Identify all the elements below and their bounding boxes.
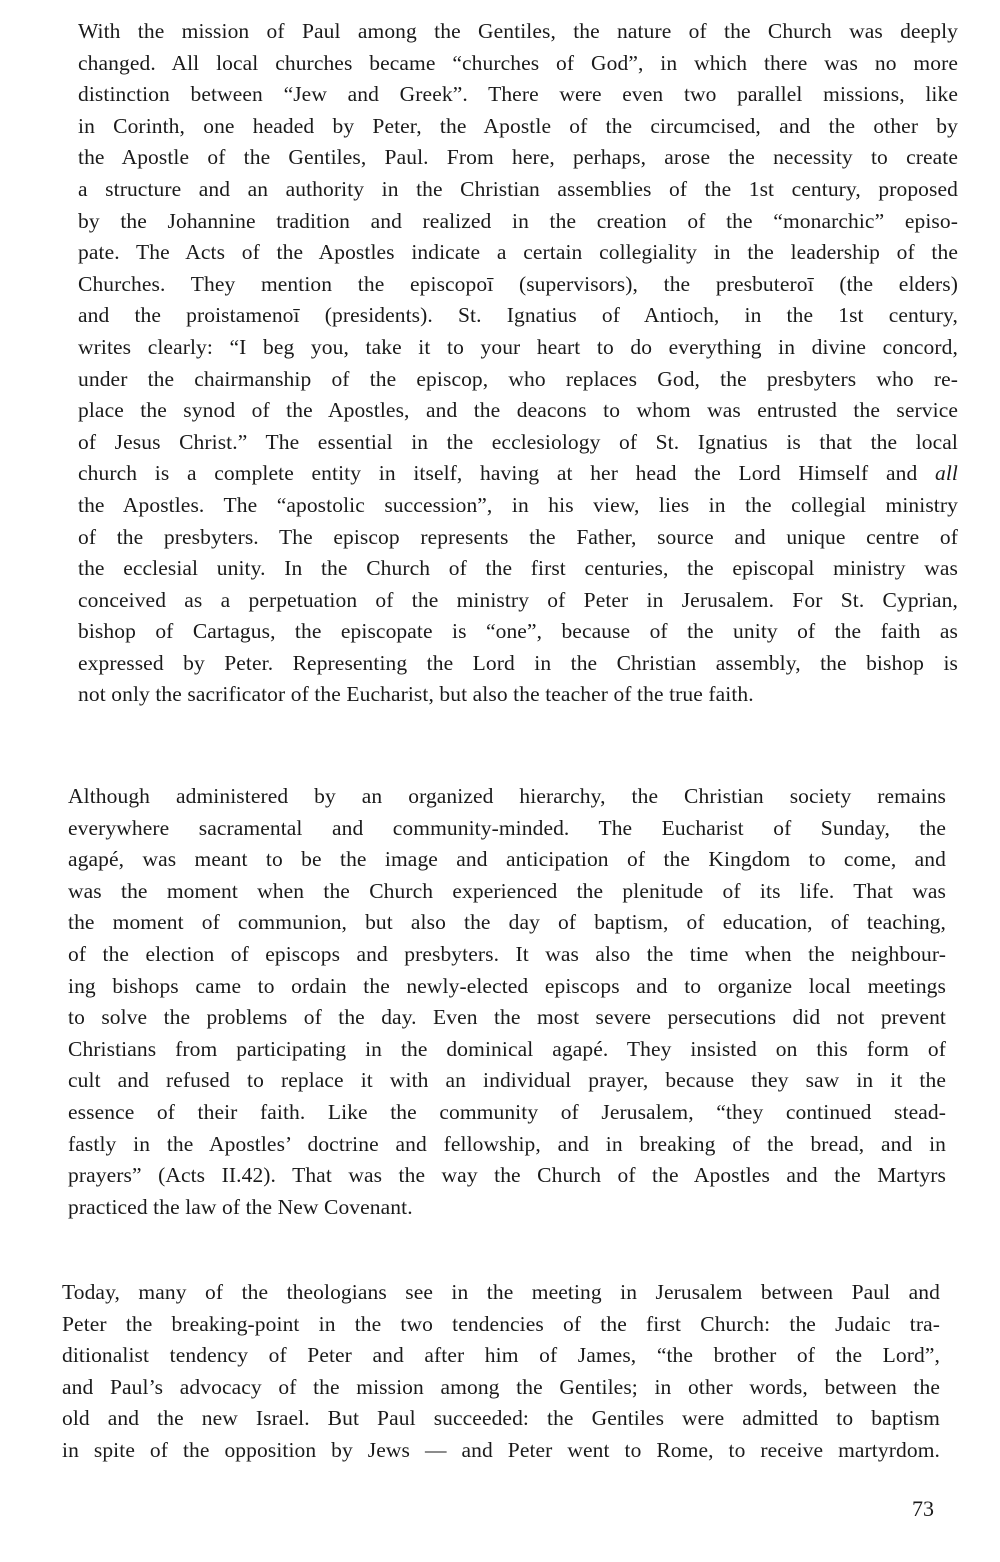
text-line: Peter the breaking-point in the two tendencies of the first Church: the Judaic tra- — [62, 1311, 940, 1336]
text-line: prayers” (Acts II.42). That was the way the Church of the Apostles and the Martyrs — [68, 1163, 946, 1188]
text-line: Christians from participating in the dominical agapé. They insisted on this form of — [68, 1036, 946, 1061]
text-line: the Apostle of the Gentiles, Paul. From here, perhaps, arose the necessity to create — [78, 145, 958, 170]
text-line: in spite of the opposition by Jews — and Peter went to Rome, to receive martyrdom. — [62, 1437, 940, 1462]
text-line: Churches. They mention the episcopoī (supervisors), the presbuteroī (the elders) — [78, 271, 958, 296]
text-line: Although administered by an organized hierarchy, the Christian society remains — [68, 784, 946, 808]
text-line: agapé, was meant to be the image and anticipation of the Kingdom to come, and — [68, 847, 946, 872]
text-line: pate. The Acts of the Apostles indicate a certain collegiality in the leadership of the — [78, 240, 958, 265]
text-line: the moment of communion, but also the day of baptism, of education, of teaching, — [68, 910, 946, 935]
text-line: distinction between “Jew and Greek”. There were even two parallel missions, like — [78, 82, 958, 107]
text-line: bishop of Cartagus, the episcopate is “one”, because of the unity of the faith as — [78, 619, 958, 644]
text-line: ditionalist tendency of Peter and after him of James, “the brother of the Lord”, — [62, 1343, 940, 1368]
paragraph-1 — [78, 16, 958, 711]
text-line: not only the sacrificator of the Eucharist, but also the teacher of the true faith. — [78, 682, 754, 707]
text-line: conceived as a perpetuation of the ministry of Peter in Jerusalem. For St. Cyprian, — [78, 587, 958, 612]
text-line: essence of their faith. Like the community of Jerusalem, “they continued stead- — [68, 1099, 946, 1124]
text-line: writes clearly: “I beg you, take it to your heart to do everything in divine concord, — [78, 334, 958, 359]
text-line: practiced the law of the New Covenant. — [68, 1194, 413, 1219]
text-line: place the synod of the Apostles, and the deacons to whom was entrusted the service — [78, 398, 958, 423]
text-line-with-italic — [78, 458, 958, 490]
text-line: With the mission of Paul among the Gentiles, the nature of the Church was deeply — [78, 19, 958, 43]
text-line: changed. All local churches became “churches of God”, in which there was no more — [78, 50, 958, 75]
text-line: Today, many of the theologians see in the meeting in Jerusalem between Paul and — [62, 1280, 940, 1304]
text-line: everywhere sacramental and community-minded. The Eucharist of Sunday, the — [68, 815, 946, 840]
text-line: under the chairmanship of the episcop, who replaces God, the presbyters who re- — [78, 366, 958, 391]
text-line: expressed by Peter. Representing the Lord in the Christian assembly, the bishop is — [78, 650, 958, 675]
text-line: ing bishops came to ordain the newly-elected episcops and to organize local meetings — [68, 973, 946, 998]
text-line: of Jesus Christ.” The essential in the ecclesiology of St. Ignatius is that the local — [78, 429, 958, 454]
text-line: to solve the problems of the day. Even the most severe persecutions did not prevent — [68, 1005, 946, 1030]
paragraph-3 — [62, 1277, 940, 1467]
text-line: old and the new Israel. But Paul succeeded: the Gentiles were admitted to baptism — [62, 1406, 940, 1431]
text-line: and the proistamenoī (presidents). St. Ignatius of Antioch, in the 1st century, — [78, 303, 958, 328]
text-line: the ecclesial unity. In the Church of the first centuries, the episcopal ministry was — [78, 556, 958, 581]
text-line: the Apostles. The “apostolic succession”, in his view, lies in the collegial ministry — [78, 492, 958, 517]
page-number: 73 — [912, 1496, 934, 1521]
text-line: of the election of episcops and presbyters. It was also the time when the neighbour- — [68, 941, 946, 966]
paragraph-2 — [68, 781, 946, 1223]
text-line: by the Johannine tradition and realized in the creation of the “monarchic” episo- — [78, 208, 958, 233]
text-line-segment: church is a complete entity in itself, having at her head the Lord Himself and — [78, 461, 918, 486]
text-line: of the presbyters. The episcop represents the Father, source and unique centre of — [78, 524, 958, 549]
text-line: was the moment when the Church experienced the plenitude of its life. That was — [68, 878, 946, 903]
text-line: and Paul’s advocacy of the mission among the Gentiles; in other words, between the — [62, 1374, 940, 1399]
text-line: cult and refused to replace it with an individual prayer, because they saw in it the — [68, 1068, 946, 1093]
text-line: in Corinth, one headed by Peter, the Apostle of the circumcised, and the other by — [78, 113, 958, 138]
italic-word: all — [935, 461, 958, 486]
text-line: fastly in the Apostles’ doctrine and fellowship, and in breaking of the bread, and in — [68, 1131, 946, 1156]
text-line: a structure and an authority in the Christian assemblies of the 1st century, proposed — [78, 176, 958, 201]
